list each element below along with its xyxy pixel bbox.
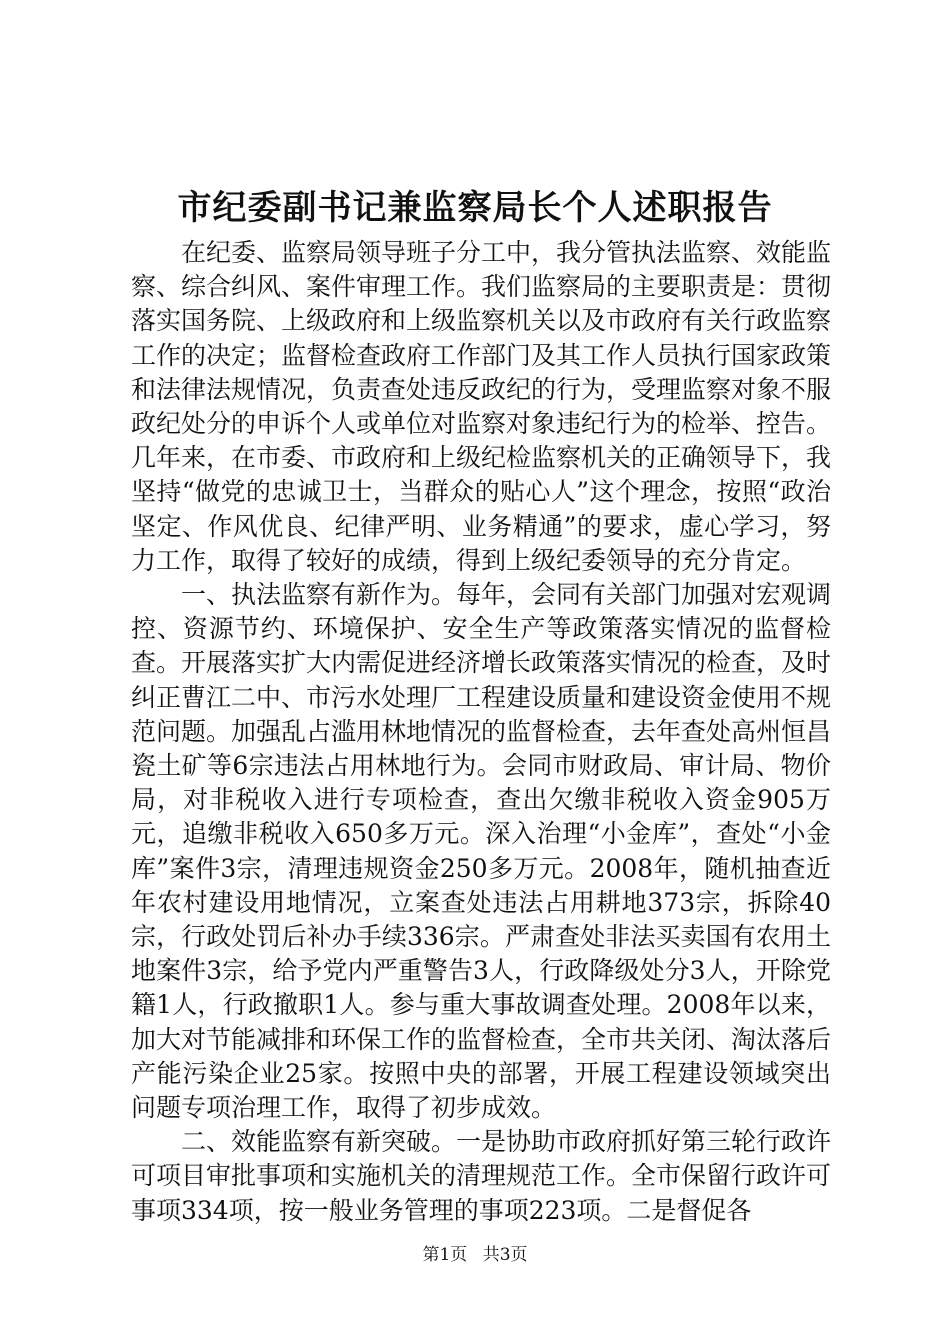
page-number-current: 第1页 xyxy=(422,1245,468,1265)
document-body xyxy=(131,236,831,1228)
page-number-total: 共3页 xyxy=(482,1245,528,1265)
document-title: 市纪委副书记兼监察局长个人述职报告 xyxy=(177,188,773,228)
paragraph-law-enforcement-supervision: 一、执法监察有新作为。每年，会同有关部门加强对宏观调控、资源节约、环境保护、安全生产等政策落实情况的监督检查。开展落实扩大内需促进经济增长政策落实情况的检查，及时纠正曹江二中、市污水处理厂工程建设质量和建设资金使用不规范问题。加强乱占滥用林地情况的监督检查，去年查处高州恒昌瓷土矿等6宗违法占用林地行为。会同市财政局、审计局、物价局，对非税收入进行专项检查，查出欠缴非税收入资金905万元，追缴非税收入650多万元。深入治理“小金库”，查处“小金库”案件3宗，清理违规资金250多万元。2008年，随机抽查近年农村建设用地情况，立案查处违法占用耕地373宗，拆除40宗，行政处罚后补办手续336宗。严肃查处非法买卖国有农用土地案件3宗，给予党内严重警告3人，行政降级处分3人，开除党籍1人，行政撤职1人。参与重大事故调查处理。2008年以来，加大对节能减排和环保工作的监督检查，全市共关闭、淘汰落后产能污染企业25家。按照中央的部署，开展工程建设领域突出问题专项治理工作，取得了初步成效。 xyxy=(131,580,832,1123)
paragraph-efficiency-supervision: 二、效能监察有新突破。一是协助市政府抓好第三轮行政许可项目审批事项和实施机关的清理规范工作。全市保留行政许可事项334项，按一般业务管理的事项223项。二是督促各 xyxy=(131,1127,832,1225)
paragraph-intro: 在纪委、监察局领导班子分工中，我分管执法监察、效能监察、综合纠风、案件审理工作。我们监察局的主要职责是：贯彻落实国务院、上级政府和上级监察机关以及市政府有关行政监察工作的决定；监督检查政府工作部门及其工作人员执行国家政策和法律法规情况，负责查处违反政纪的行为，受理监察对象不服政纪处分的申诉个人或单位对监察对象违纪行为的检举、控告。几年来，在市委、市政府和上级纪检监察机关的正确领导下，我坚持“做党的忠诚卫士，当群众的贴心人”这个理念，按照“政治坚定、作风优良、纪律严明、业务精通”的要求，虚心学习，努力工作，取得了较好的成绩，得到上级纪委领导的充分肯定。 xyxy=(131,238,832,575)
page-footer xyxy=(0,1243,950,1267)
